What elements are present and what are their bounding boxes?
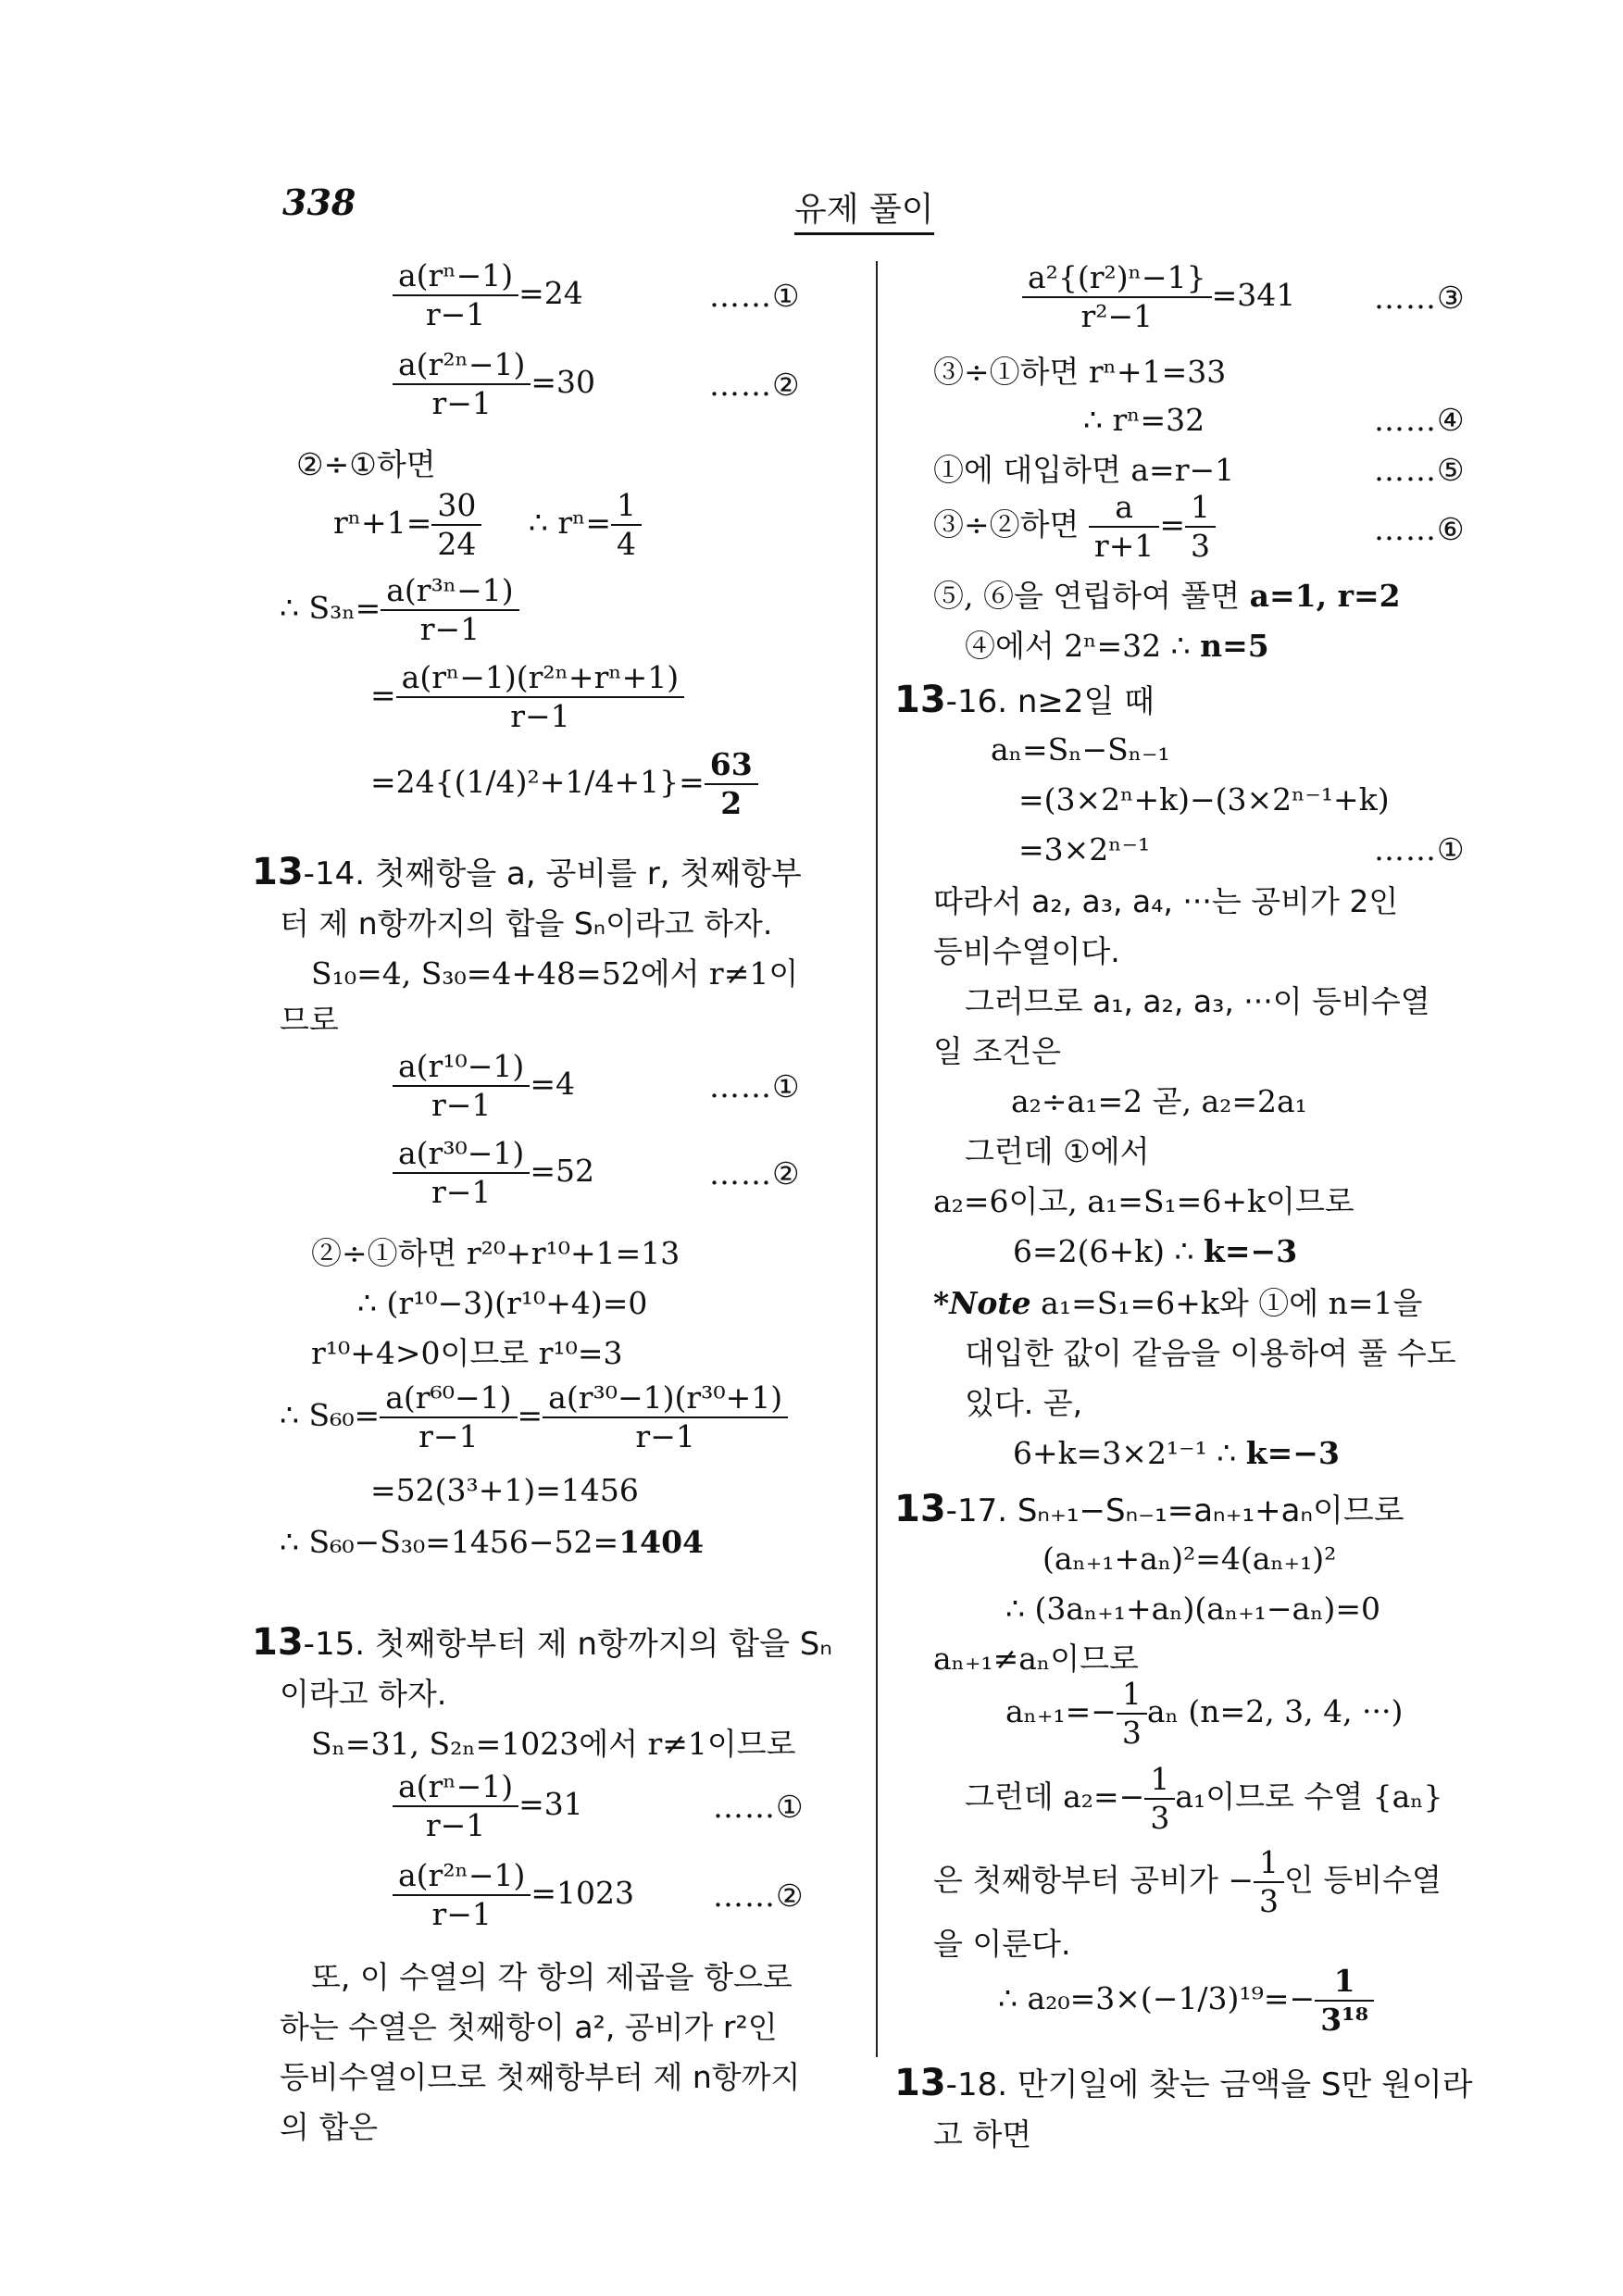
equation-line: ∴ S₆₀−S₃₀=1456−52=1404 xyxy=(280,1524,705,1560)
equation-line: ⑤, ⑥을 연립하여 풀면 a=1, r=2 xyxy=(933,578,1401,614)
equation-line: ∴ rⁿ=32 xyxy=(1083,402,1205,438)
equation-tag: ……② xyxy=(709,1155,801,1192)
equation-line: ∴ S₆₀= $\frac{\text{a(r⁶⁰−1)}}{r-1}$ = $\frac{\text{a(r³⁰−1)(r³⁰+1)}}{r-1}$ xyxy=(280,1379,788,1455)
equation-line: aₙ₊₁=− $\frac{1}{3}$ aₙ (n=2, 3, 4, ···) xyxy=(1005,1676,1404,1751)
text-line: 따라서 a₂, a₃, a₄, ···는 공비가 2인 xyxy=(933,883,1399,919)
equation-tag: ……① xyxy=(709,1068,801,1104)
equation-line: =52(3³+1)=1456 xyxy=(370,1472,639,1508)
equation-line: ②÷①하면 r²⁰+r¹⁰+1=13 xyxy=(311,1235,680,1271)
equation-line: $\frac{\text{a²\{(r²)ⁿ−1\}}}{\text{r²−1}}$ =341 xyxy=(1022,259,1295,335)
equation-line: $\frac{\text{a(rⁿ−1)}}{r-1}$ =31 xyxy=(393,1768,583,1844)
text-line: 일 조건은 xyxy=(933,1033,1062,1069)
equation-tag: ……⑥ xyxy=(1374,511,1466,547)
text-line: 므로 xyxy=(280,1002,339,1038)
text-line: 그런데 ①에서 xyxy=(965,1133,1150,1169)
equation-line: $\frac{\text{a(rⁿ−1)}}{r-1}$ =24 xyxy=(393,257,583,333)
equation-line: a₂=6이고, a₁=S₁=6+k이므로 xyxy=(933,1183,1355,1219)
equation-tag: ……② xyxy=(709,367,801,403)
equation-tag: ……② xyxy=(713,1878,805,1914)
note-line: *Note a₁=S₁=6+k와 ①에 n=1을 xyxy=(933,1285,1423,1321)
equation-tag: ……⑤ xyxy=(1374,452,1466,488)
equation-tag: ……④ xyxy=(1374,402,1466,438)
equation-line: $\frac{\text{a(r¹⁰−1)}}{r-1}$ =4 xyxy=(393,1048,575,1124)
text-line: 하는 수열은 첫째항이 a², 공비가 r²인 xyxy=(280,2009,778,2045)
equation-line: ①에 대입하면 a=r−1 xyxy=(933,452,1235,488)
equation-line: aₙ₊₁≠aₙ이므로 xyxy=(933,1641,1139,1677)
problem-13-15-header: 13-15. 첫째항부터 제 n항까지의 합을 Sₙ xyxy=(252,1621,832,1664)
text-line: 의 합은 xyxy=(280,2109,379,2145)
equation-line: 6=2(6+k) ∴ k=−3 xyxy=(1013,1233,1298,1269)
equation-line: ④에서 2ⁿ=32 ∴ n=5 xyxy=(965,628,1269,664)
equation-line: ③÷①하면 rⁿ+1=33 xyxy=(933,354,1227,390)
text-line: ②÷①하면 xyxy=(296,446,436,482)
equation-tag: ……③ xyxy=(1374,280,1466,316)
text-line: 이라고 하자. xyxy=(280,1676,447,1712)
equation-tag: ……① xyxy=(1374,831,1466,867)
equation-line: rⁿ+1= $\frac{30}{24}$ ∴ rⁿ= $\frac{1}{4}$ xyxy=(333,487,642,563)
text-line: 등비수열이다. xyxy=(933,933,1120,969)
note-label: *Note xyxy=(933,1285,1031,1321)
equation-line: =3×2ⁿ⁻¹ xyxy=(1018,831,1151,867)
equation-line: 은 첫째항부터 공비가 − $\frac{1}{3}$ 인 등비수열 xyxy=(933,1844,1442,1919)
text-line: 그러므로 a₁, a₂, a₃, ···이 등비수열 xyxy=(965,983,1430,1019)
equation-line: ∴ (3aₙ₊₁+aₙ)(aₙ₊₁−aₙ)=0 xyxy=(1005,1591,1381,1627)
equation-tag: ……① xyxy=(709,278,801,314)
problem-13-18-header: 13-18. 만기일에 찾는 금액을 S만 원이라 xyxy=(894,2062,1473,2104)
equation-line: aₙ=Sₙ−Sₙ₋₁ xyxy=(991,731,1170,767)
equation-tag: ……① xyxy=(713,1789,805,1825)
text-line: 등비수열이므로 첫째항부터 제 n항까지 xyxy=(280,2059,801,2095)
equation-line: 그런데 a₂=− $\frac{1}{3}$ a₁이므로 수열 {aₙ} xyxy=(965,1761,1443,1836)
text-line: 터 제 n항까지의 합을 Sₙ이라고 하자. xyxy=(280,905,773,942)
text-line: S₁₀=4, S₃₀=4+48=52에서 r≠1이 xyxy=(311,955,799,992)
text-line: 있다. 곧, xyxy=(965,1385,1083,1421)
text-line: Sₙ=31, S₂ₙ=1023에서 r≠1이므로 xyxy=(311,1726,796,1762)
text-line: 고 하면 xyxy=(933,2116,1032,2152)
equation-line: ∴ a₂₀=3×(−1/3)¹⁹=− $\frac{1}{\text{3¹⁸}}$ xyxy=(998,1963,1374,2039)
equation-line: $\frac{\text{a(r³⁰−1)}}{r-1}$ =52 xyxy=(393,1135,594,1211)
equation-line: $\frac{\text{a(r²ⁿ−1)}}{r-1}$ =30 xyxy=(393,346,595,422)
page-number: 338 xyxy=(282,181,356,223)
equation-line: =24{(1/4)²+1/4+1}= $\frac{63}{2}$ xyxy=(370,746,758,822)
equation-line: 6+k=3×2¹⁻¹ ∴ k=−3 xyxy=(1013,1435,1340,1471)
equation-line: r¹⁰+4>0이므로 r¹⁰=3 xyxy=(311,1335,623,1371)
text-line: 대입한 값이 같음을 이용하여 풀 수도 xyxy=(965,1335,1456,1371)
column-divider xyxy=(876,261,878,2057)
equation-line: ∴ (r¹⁰−3)(r¹⁰+4)=0 xyxy=(357,1285,648,1321)
equation-line: =(3×2ⁿ+k)−(3×2ⁿ⁻¹+k) xyxy=(1018,781,1390,817)
problem-13-14-header: 13-14. 첫째항을 a, 공비를 r, 첫째항부 xyxy=(252,851,802,893)
equation-line: ∴ S₃ₙ= $\frac{\text{a(r³ⁿ−1)}}{r-1}$ xyxy=(280,572,519,648)
text-line: 또, 이 수열의 각 항의 제곱을 항으로 xyxy=(311,1959,793,1995)
problem-13-17-header: 13-17. Sₙ₊₁−Sₙ₋₁=aₙ₊₁+aₙ이므로 xyxy=(894,1488,1405,1530)
text-line: 을 이룬다. xyxy=(933,1926,1071,1962)
equation-line: = $\frac{\text{a(rⁿ−1)(r²ⁿ+rⁿ+1)}}{r-1}$ xyxy=(370,659,684,735)
running-title: 유제 풀이 xyxy=(794,183,934,235)
equation-line: $\frac{\text{a(r²ⁿ−1)}}{r-1}$ =1023 xyxy=(393,1857,634,1933)
equation-line: (aₙ₊₁+aₙ)²=4(aₙ₊₁)² xyxy=(1042,1541,1337,1577)
problem-13-16-header: 13-16. n≥2일 때 xyxy=(894,679,1155,721)
equation-line: a₂÷a₁=2 곧, a₂=2a₁ xyxy=(1011,1083,1307,1119)
equation-line: ③÷②하면 $\frac{a}{r+1}$ = $\frac{1}{3}$ xyxy=(933,489,1216,565)
